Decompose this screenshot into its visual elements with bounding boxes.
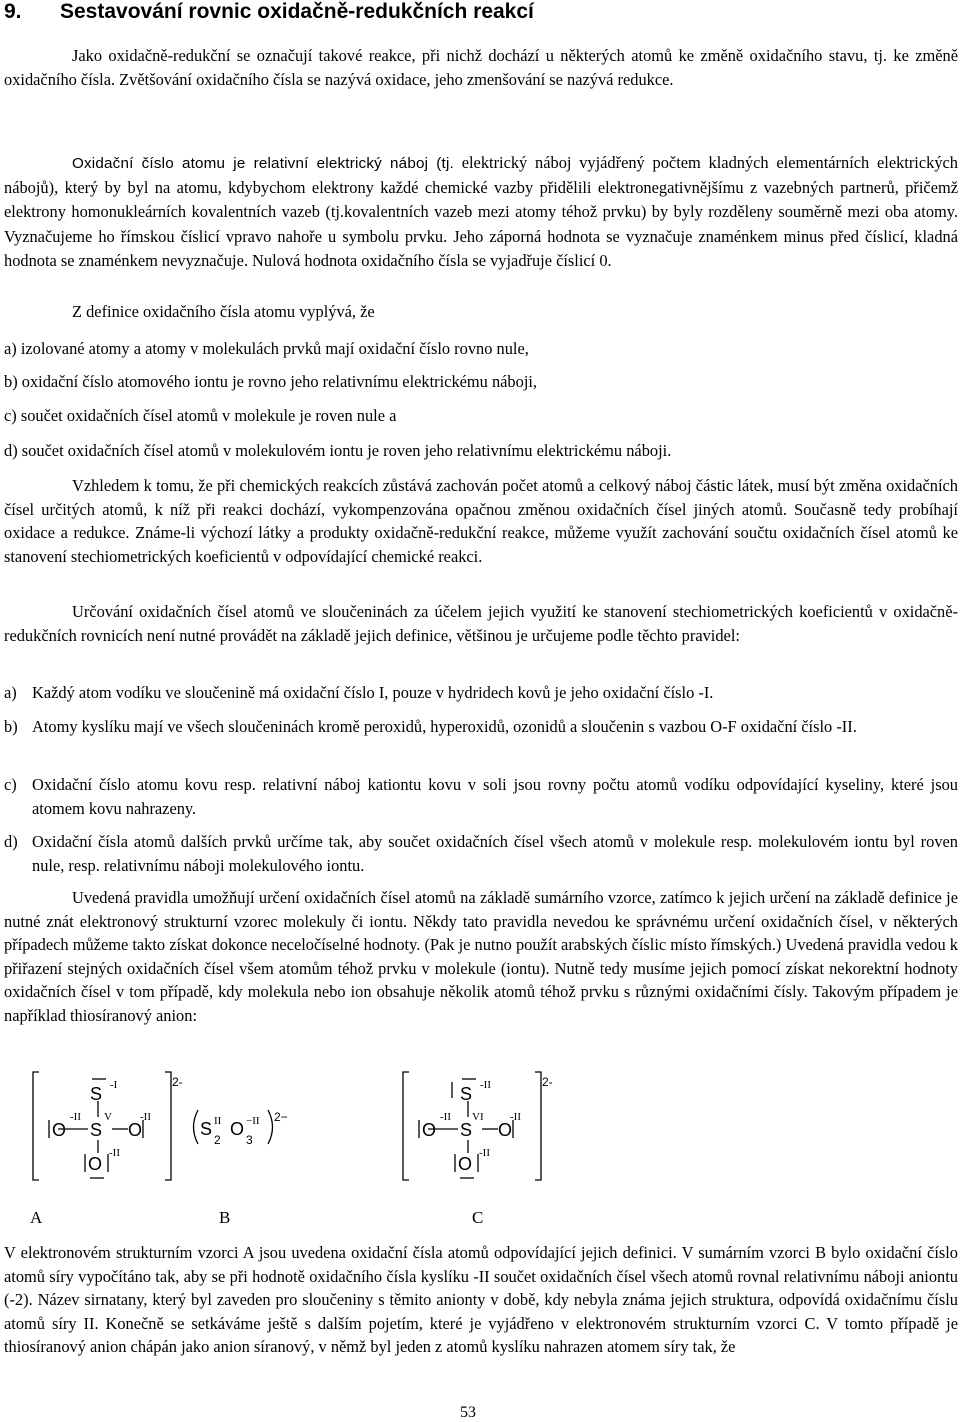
practical-rule-c-text: Oxidační číslo atomu kovu resp. relativní náboj kationtu kovu v soli jsou rovny počtu atomů vodíku odpovídající kyseliny, které jsou atomem kovu nahrazeny. — [32, 775, 958, 818]
section-title: Sestavování rovnic oxidačně-redukčních reakcí — [60, 0, 534, 23]
formula-a-sulfur-top-ox: -I — [110, 1079, 118, 1091]
formula-a-sulfur-center: S — [90, 1120, 103, 1140]
formula-a-oxygen-right: O — [128, 1120, 143, 1140]
formula-c-sulfur-center-ox: VI — [472, 1111, 484, 1123]
formula-label-c: C — [472, 1208, 484, 1227]
formula-c-sulfur-center: S — [460, 1120, 473, 1140]
formula-b-oxygen: O — [230, 1119, 245, 1139]
formula-c-oxygen-right: O — [498, 1120, 513, 1140]
formula-b-sulfur: S — [200, 1119, 213, 1139]
def-rule-b — [4, 370, 958, 394]
practical-rule-a-text: Každý atom vodíku ve sloučenině má oxidační číslo I, pouze v hydridech kovů je jeho oxidační číslo -I. — [32, 683, 714, 702]
practical-rule-b — [4, 715, 958, 739]
formula-c-sulfur-top: S — [460, 1084, 473, 1104]
formula-c-oxygen-left-ox: -II — [440, 1111, 451, 1123]
definition-rest: elektrický náboj vyjádřený počtem kladných elementárních elektrických nábojů), který by byl na atomu, kdybychom elektrony každé chemické vazby přidělili elektronegativnějšímu z vazebných partnerů, přičemž elektrony homonukleárních kovalentních vazeb (tj.kovalentních vazeb mezi atomy téhož prvku) by byly rozděleny souměrně mezi oba atomy. Vyznačujeme ho římskou číslicí vpravo nahoře u symbolu prvku. Jeho záporná hodnota se vyznačuje znaménkem minus před číslicí, kladná hodnota se znaménkem nevyznačuje. Nulová hodnota oxidačního čísla se vyjadřuje číslicí 0. — [4, 153, 958, 271]
def-rule-a — [4, 337, 958, 361]
formula-c-oxygen-bottom: O — [458, 1154, 473, 1174]
def-rule-b-text: oxidační číslo atomového iontu je rovno jeho relativnímu elektrickému náboji, — [21, 372, 538, 391]
page-number: 53 — [460, 1404, 476, 1421]
formula-b-sum — [186, 1106, 296, 1148]
def-rule-d-text: součet oxidačních čísel atomů v molekulovém iontu je roven jeho relativnímu elektrickému náboji. — [21, 441, 672, 460]
formula-a-oxygen-bottom: O — [88, 1154, 103, 1174]
paragraph-conservation: Vzhledem k tomu, že při chemických reakcích zůstává zachován počet atomů a celkový náboj částic látek, musí být změna oxidačních čísel určitých atomů, k níž při reakci dochází, vykompenzována opačnou změnou oxidačních čísel jiných atomů. Současně tedy probíhají oxidace a redukce. Známe-li výchozí látky a produkty oxidačně-redukční reakce, můžeme využít zachování součtu oxidačních čísel atomů ke stanovení stechiometrických koeficientů v odpovídající chemické reakci. — [4, 476, 958, 566]
practical-rule-b-marker: b) — [4, 717, 18, 736]
formula-c-charge: 2- — [542, 1075, 553, 1089]
formula-a-charge: 2- — [172, 1075, 183, 1089]
formula-a-oxygen-left-ox: -II — [70, 1111, 81, 1123]
paragraph-definition — [4, 151, 958, 274]
formula-c-oxygen-bottom-ox: -II — [479, 1147, 490, 1159]
definition-lead: Oxidační číslo atomu je relativní elektrický náboj (tj. — [72, 155, 454, 172]
practical-rule-c — [4, 773, 958, 820]
formula-b-sulfur-count: 2 — [214, 1133, 221, 1147]
formula-c-structure — [400, 1068, 560, 1184]
practical-rule-a-marker: a) — [4, 683, 17, 702]
practical-rule-b-text: Atomy kyslíku mají ve všech sloučeninách kromě peroxidů, hyperoxidů, ozonidů a sloučenin s vazbou O-F oxidační číslo -II. — [32, 717, 857, 736]
practical-rule-d-marker: d) — [4, 832, 18, 851]
def-rule-c — [4, 404, 958, 428]
practical-rule-d — [4, 830, 958, 877]
def-rule-c-text: součet oxidačních čísel atomů v molekule je roven nule a — [20, 406, 397, 425]
formula-label-b: B — [219, 1208, 231, 1227]
def-rule-a-marker: a) — [4, 339, 17, 358]
formula-c-oxygen-left: O — [422, 1120, 437, 1140]
formula-b-oxygen-count: 3 — [246, 1133, 253, 1147]
formula-label-a: A — [30, 1208, 43, 1227]
practical-rule-d-text: Oxidační čísla atomů dalších prvků určíme tak, aby součet oxidačních čísel všech atomů v molekule resp. molekulovém iontu byl roven nule, resp. relativnímu náboji molekulového iontu. — [32, 832, 958, 875]
formula-b-sulfur-ox: II — [214, 1115, 222, 1127]
paragraph-consequences-intro: Z definice oxidačního čísla atomu vyplývá, že — [72, 302, 375, 321]
formula-a-structure — [30, 1068, 190, 1184]
formula-a-oxygen-bottom-ox: -II — [109, 1147, 120, 1159]
paragraph-intro: Jako oxidačně-redukční se označují takové reakce, při nichž dochází u některých atomů ke změně oxidačního stavu, tj. ke změně oxidačního čísla. Zvětšování oxidačního čísla se nazývá oxidace, jeho zmenšování se nazývá redukce. — [4, 46, 958, 89]
formula-b-oxygen-ox: −II — [246, 1115, 260, 1127]
practical-rule-a — [4, 681, 958, 705]
def-rule-d — [4, 439, 958, 463]
def-rule-c-marker: c) — [4, 406, 17, 425]
practical-rule-c-marker: c) — [4, 775, 17, 794]
formula-c-sulfur-top-ox: -II — [480, 1079, 491, 1091]
formula-c-oxygen-right-ox: -II — [510, 1111, 521, 1123]
def-rule-d-marker: d) — [4, 441, 18, 460]
formula-a-oxygen-left: O — [52, 1120, 67, 1140]
formula-a-oxygen-right-ox: -II — [140, 1111, 151, 1123]
def-rule-a-text: izolované atomy a atomy v molekulách prvků mají oxidační číslo rovno nule, — [20, 339, 529, 358]
section-number: 9. — [4, 0, 22, 23]
paragraph-rules-intro: Určování oxidačních čísel atomů ve sloučeninách za účelem jejich využití ke stanovení stechiometrických koeficientů v oxidačně-redukčních rovnicích není nutné provádět na základě jejich definice, většinou je určujeme podle těchto pravidel: — [4, 602, 958, 645]
formula-a-sulfur-top: S — [90, 1084, 103, 1104]
formula-b-charge: 2− — [274, 1110, 288, 1124]
def-rule-b-marker: b) — [4, 372, 18, 391]
formula-a-sulfur-center-ox: V — [104, 1111, 112, 1123]
paragraph-limitations: Uvedená pravidla umožňují určení oxidačních čísel atomů na základě sumárního vzorce, zatímco k jejich určení na základě definice je nutné znát elektronový strukturní vzorec molekuly či iontu. Někdy tato pravidla nevedou ke správnému určení oxidačních čísel, v některých případech můžeme takto získat dokonce neceločíselné hodnoty. (Pak je nutno použít arabských číslic místo římských.) Uvedená pravidla vedou k přiřazení stejných oxidačních čísel všem atomům téhož prvku v molekule (iontu). Nutně tedy musíme jejich pomocí získat nekorektní hodnoty oxidačních čísel v tom případě, kdy molekula nebo ion obsahuje několik atomů téhož prvku s různými oxidačními čísly. Takovým případem je například thiosíranový anion: — [4, 888, 958, 1025]
section-heading — [4, 0, 534, 24]
paragraph-formula-explanation: V elektronovém strukturním vzorci A jsou uvedena oxidační čísla atomů odpovídající jejich definici. V sumárním vzorci B bylo oxidační číslo atomů síry vypočítáno tak, aby se při hodnotě oxidačního čísla kyslíku -II součet oxidačních čísel všech atomů rovnal relativnímu náboji aniontu (-2). Název sirnatany, který byl zaveden pro sloučeniny s těmito anionty v době, kdy nebyla známa jejich struktura, odpovídá oxidačnímu číslu atomů síry II. Konečně se setkáváme ještě s dalším pojetím, které je vyjádřeno v elektronovém strukturním vzorci C. V tomto případě je thiosíranový anion chápán jako anion síranový, v němž byl jeden z atomů kyslíku nahrazen atomem síry tak, že — [4, 1243, 958, 1357]
